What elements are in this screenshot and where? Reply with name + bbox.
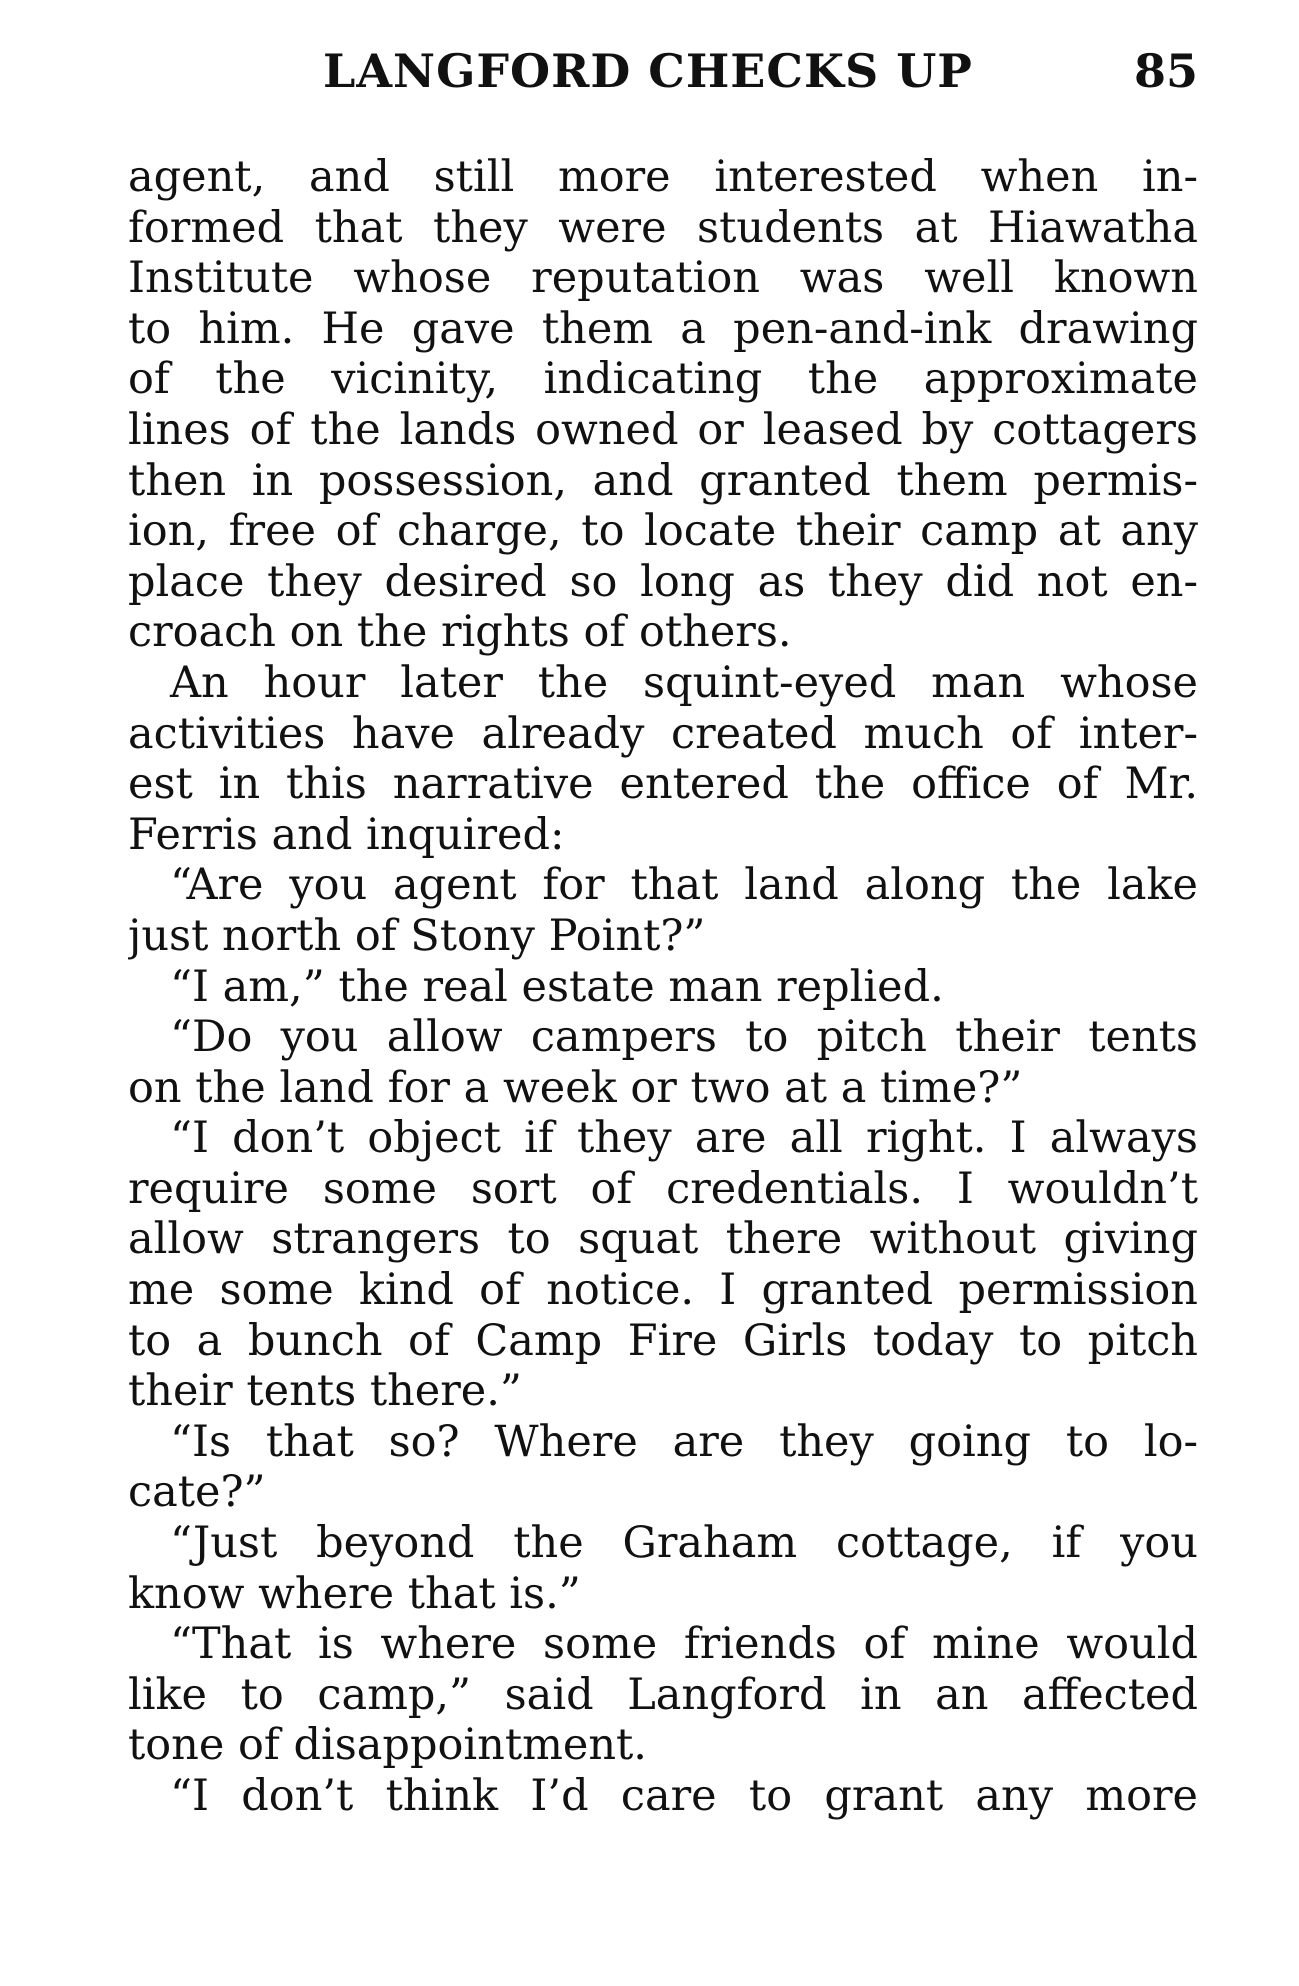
text-line: on the land for a week or two at a time?” [128,1062,1023,1113]
text-line: “Are you agent for that land along the lake [170,860,1198,911]
text-line: tone of disappointment. [128,1720,647,1771]
text-line: An hour later the squint-eyed man whose [170,657,1198,708]
text-line: me some kind of notice. I granted permission [128,1265,1198,1316]
text-line: to him. He gave them a pen-and-ink drawing [128,303,1198,354]
text-line: est in this narrative entered the office of Mr. [128,759,1198,810]
text-line: Institute whose reputation was well known [128,253,1198,304]
text-line: “Do you allow campers to pitch their tents [170,1012,1198,1063]
text-line: require some sort of credentials. I wouldn’t [128,1163,1198,1214]
running-head [128,44,1198,114]
text-line: place they desired so long as they did not en- [128,556,1198,607]
page-number: 85 [1133,44,1198,98]
text-line: agent, and still more interested when in- [128,152,1198,202]
text-line: “I don’t think I’d care to grant any more [170,1771,1198,1821]
text-line: “Just beyond the Graham cottage, if you [170,1518,1198,1569]
text-line: ion, free of charge, to locate their camp at any [128,506,1198,557]
text-line: cate?” [128,1467,266,1518]
text-line: “I don’t object if they are all right. I always [170,1113,1198,1164]
text-line: lines of the lands owned or leased by cottagers [128,404,1198,455]
running-title: LANGFORD CHECKS UP [323,44,973,98]
text-line: “That is where some friends of mine would [170,1619,1198,1670]
text-line: “Is that so? Where are they going to lo- [170,1416,1198,1467]
text-line: just north of Stony Point?” [128,910,706,961]
text-line: to a bunch of Camp Fire Girls today to pitch [128,1315,1198,1366]
text-line: allow strangers to squat there without giving [128,1214,1198,1265]
text-line: then in possession, and granted them permis- [128,455,1198,506]
text-line: their tents there.” [128,1366,522,1417]
body-text [128,152,1198,1822]
text-line: Ferris and inquired: [128,809,565,860]
text-line: know where that is.” [128,1568,581,1619]
text-line: like to camp,” said Langford in an affected [128,1669,1198,1720]
text-line: formed that they were students at Hiawatha [128,202,1198,253]
text-line: croach on the rights of others. [128,607,792,658]
text-line: of the vicinity, indicating the approximate [128,354,1198,405]
text-line: “I am,” the real estate man replied. [170,961,944,1012]
text-line: activities have already created much of inter- [128,708,1198,759]
